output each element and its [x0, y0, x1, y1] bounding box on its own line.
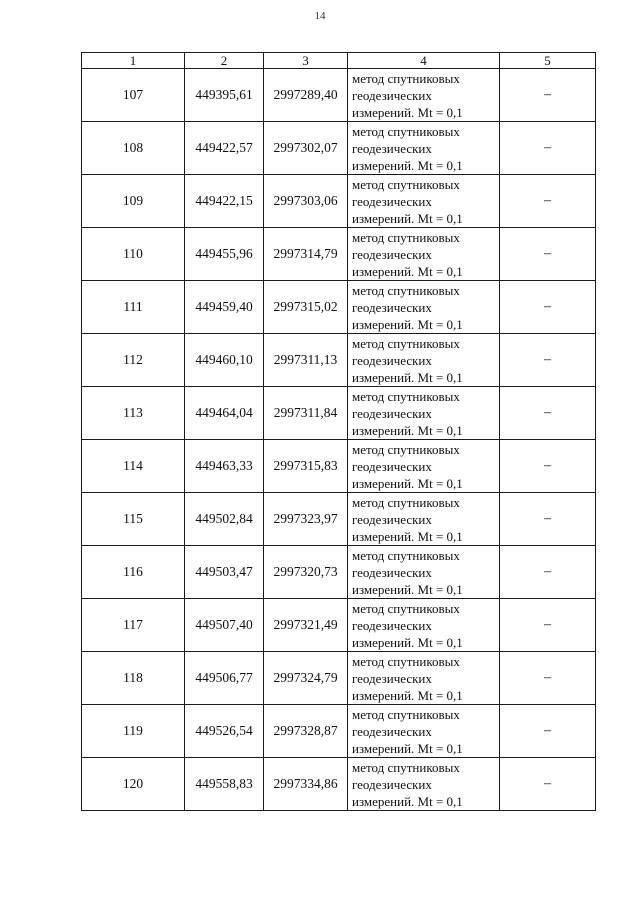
note-cell: –: [500, 334, 596, 387]
y-coordinate-cell: 2997323,97: [264, 493, 348, 546]
method-line: метод спутниковых: [352, 706, 460, 722]
point-number-cell: 108: [82, 122, 185, 175]
x-coordinate-cell: 449422,15: [185, 175, 264, 228]
table-row: [82, 440, 596, 493]
header-col-3: 3: [264, 53, 348, 69]
method-line: геодезических: [352, 670, 432, 686]
method-line: измерений. Mt = 0,1: [352, 528, 463, 544]
method-line: измерений. Mt = 0,1: [352, 740, 463, 756]
table-row: [82, 122, 596, 175]
method-line: измерений. Mt = 0,1: [352, 422, 463, 438]
method-line: измерений. Mt = 0,1: [352, 369, 463, 385]
point-number-cell: 116: [82, 546, 185, 599]
method-line: геодезических: [352, 564, 432, 580]
point-number-cell: 119: [82, 705, 185, 758]
point-number-cell: 112: [82, 334, 185, 387]
y-coordinate-cell: 2997289,40: [264, 69, 348, 122]
note-cell: –: [500, 652, 596, 705]
method-cell: [348, 705, 500, 758]
x-coordinate-cell: 449395,61: [185, 69, 264, 122]
method-line: метод спутниковых: [352, 653, 460, 669]
method-cell: [348, 175, 500, 228]
method-line: геодезических: [352, 87, 432, 103]
method-cell: [348, 281, 500, 334]
x-coordinate-cell: 449464,04: [185, 387, 264, 440]
x-coordinate-cell: 449526,54: [185, 705, 264, 758]
table-row: [82, 599, 596, 652]
method-line: метод спутниковых: [352, 600, 460, 616]
y-coordinate-cell: 2997320,73: [264, 546, 348, 599]
x-coordinate-cell: 449463,33: [185, 440, 264, 493]
method-line: измерений. Mt = 0,1: [352, 634, 463, 650]
method-cell: [348, 440, 500, 493]
method-line: геодезических: [352, 352, 432, 368]
note-cell: –: [500, 705, 596, 758]
method-line: метод спутниковых: [352, 123, 460, 139]
point-number-cell: 120: [82, 758, 185, 811]
y-coordinate-cell: 2997324,79: [264, 652, 348, 705]
method-line: метод спутниковых: [352, 759, 460, 775]
method-line: метод спутниковых: [352, 547, 460, 563]
method-line: измерений. Mt = 0,1: [352, 210, 463, 226]
note-cell: –: [500, 122, 596, 175]
method-line: геодезических: [352, 299, 432, 315]
x-coordinate-cell: 449422,57: [185, 122, 264, 175]
method-cell: [348, 546, 500, 599]
method-cell: [348, 122, 500, 175]
method-line: измерений. Mt = 0,1: [352, 581, 463, 597]
method-cell: [348, 493, 500, 546]
note-cell: –: [500, 387, 596, 440]
coordinates-table: [81, 52, 596, 811]
method-line: геодезических: [352, 511, 432, 527]
table-row: [82, 175, 596, 228]
method-line: измерений. Mt = 0,1: [352, 793, 463, 809]
y-coordinate-cell: 2997334,86: [264, 758, 348, 811]
method-line: метод спутниковых: [352, 70, 460, 86]
method-line: измерений. Mt = 0,1: [352, 104, 463, 120]
table-row: [82, 758, 596, 811]
table-row: [82, 705, 596, 758]
y-coordinate-cell: 2997302,07: [264, 122, 348, 175]
point-number-cell: 109: [82, 175, 185, 228]
x-coordinate-cell: 449558,83: [185, 758, 264, 811]
method-line: измерений. Mt = 0,1: [352, 687, 463, 703]
note-cell: –: [500, 175, 596, 228]
y-coordinate-cell: 2997315,83: [264, 440, 348, 493]
note-cell: –: [500, 281, 596, 334]
method-cell: [348, 334, 500, 387]
table-row: [82, 69, 596, 122]
method-line: измерений. Mt = 0,1: [352, 263, 463, 279]
y-coordinate-cell: 2997311,13: [264, 334, 348, 387]
header-col-5: 5: [500, 53, 596, 69]
method-line: геодезических: [352, 193, 432, 209]
method-line: геодезических: [352, 458, 432, 474]
table-body: [82, 69, 596, 811]
point-number-cell: 115: [82, 493, 185, 546]
x-coordinate-cell: 449459,40: [185, 281, 264, 334]
x-coordinate-cell: 449506,77: [185, 652, 264, 705]
table-row: [82, 652, 596, 705]
point-number-cell: 107: [82, 69, 185, 122]
method-line: измерений. Mt = 0,1: [352, 157, 463, 173]
table-row: [82, 546, 596, 599]
method-line: геодезических: [352, 246, 432, 262]
table-row: [82, 387, 596, 440]
method-line: метод спутниковых: [352, 388, 460, 404]
method-line: метод спутниковых: [352, 335, 460, 351]
method-line: геодезических: [352, 617, 432, 633]
point-number-cell: 113: [82, 387, 185, 440]
method-cell: [348, 599, 500, 652]
y-coordinate-cell: 2997314,79: [264, 228, 348, 281]
method-line: метод спутниковых: [352, 282, 460, 298]
y-coordinate-cell: 2997328,87: [264, 705, 348, 758]
table-row: [82, 334, 596, 387]
method-line: измерений. Mt = 0,1: [352, 316, 463, 332]
method-line: геодезических: [352, 723, 432, 739]
y-coordinate-cell: 2997315,02: [264, 281, 348, 334]
method-line: геодезических: [352, 405, 432, 421]
method-line: геодезических: [352, 776, 432, 792]
method-cell: [348, 387, 500, 440]
x-coordinate-cell: 449455,96: [185, 228, 264, 281]
method-line: метод спутниковых: [352, 441, 460, 457]
point-number-cell: 117: [82, 599, 185, 652]
x-coordinate-cell: 449460,10: [185, 334, 264, 387]
method-line: измерений. Mt = 0,1: [352, 475, 463, 491]
table-row: [82, 493, 596, 546]
table-row: [82, 228, 596, 281]
point-number-cell: 114: [82, 440, 185, 493]
method-line: метод спутниковых: [352, 176, 460, 192]
x-coordinate-cell: 449503,47: [185, 546, 264, 599]
method-cell: [348, 758, 500, 811]
x-coordinate-cell: 449502,84: [185, 493, 264, 546]
header-col-1: 1: [82, 53, 185, 69]
method-cell: [348, 228, 500, 281]
note-cell: –: [500, 228, 596, 281]
method-line: метод спутниковых: [352, 494, 460, 510]
y-coordinate-cell: 2997321,49: [264, 599, 348, 652]
header-col-4: 4: [348, 53, 500, 69]
x-coordinate-cell: 449507,40: [185, 599, 264, 652]
note-cell: –: [500, 758, 596, 811]
table-header-row: [82, 53, 596, 69]
note-cell: –: [500, 69, 596, 122]
note-cell: –: [500, 493, 596, 546]
point-number-cell: 118: [82, 652, 185, 705]
method-cell: [348, 652, 500, 705]
note-cell: –: [500, 440, 596, 493]
note-cell: –: [500, 546, 596, 599]
method-line: метод спутниковых: [352, 229, 460, 245]
method-line: геодезических: [352, 140, 432, 156]
method-cell: [348, 69, 500, 122]
table-row: [82, 281, 596, 334]
y-coordinate-cell: 2997303,06: [264, 175, 348, 228]
page-number: 14: [314, 10, 326, 22]
point-number-cell: 110: [82, 228, 185, 281]
point-number-cell: 111: [82, 281, 185, 334]
y-coordinate-cell: 2997311,84: [264, 387, 348, 440]
note-cell: –: [500, 599, 596, 652]
header-col-2: 2: [185, 53, 264, 69]
